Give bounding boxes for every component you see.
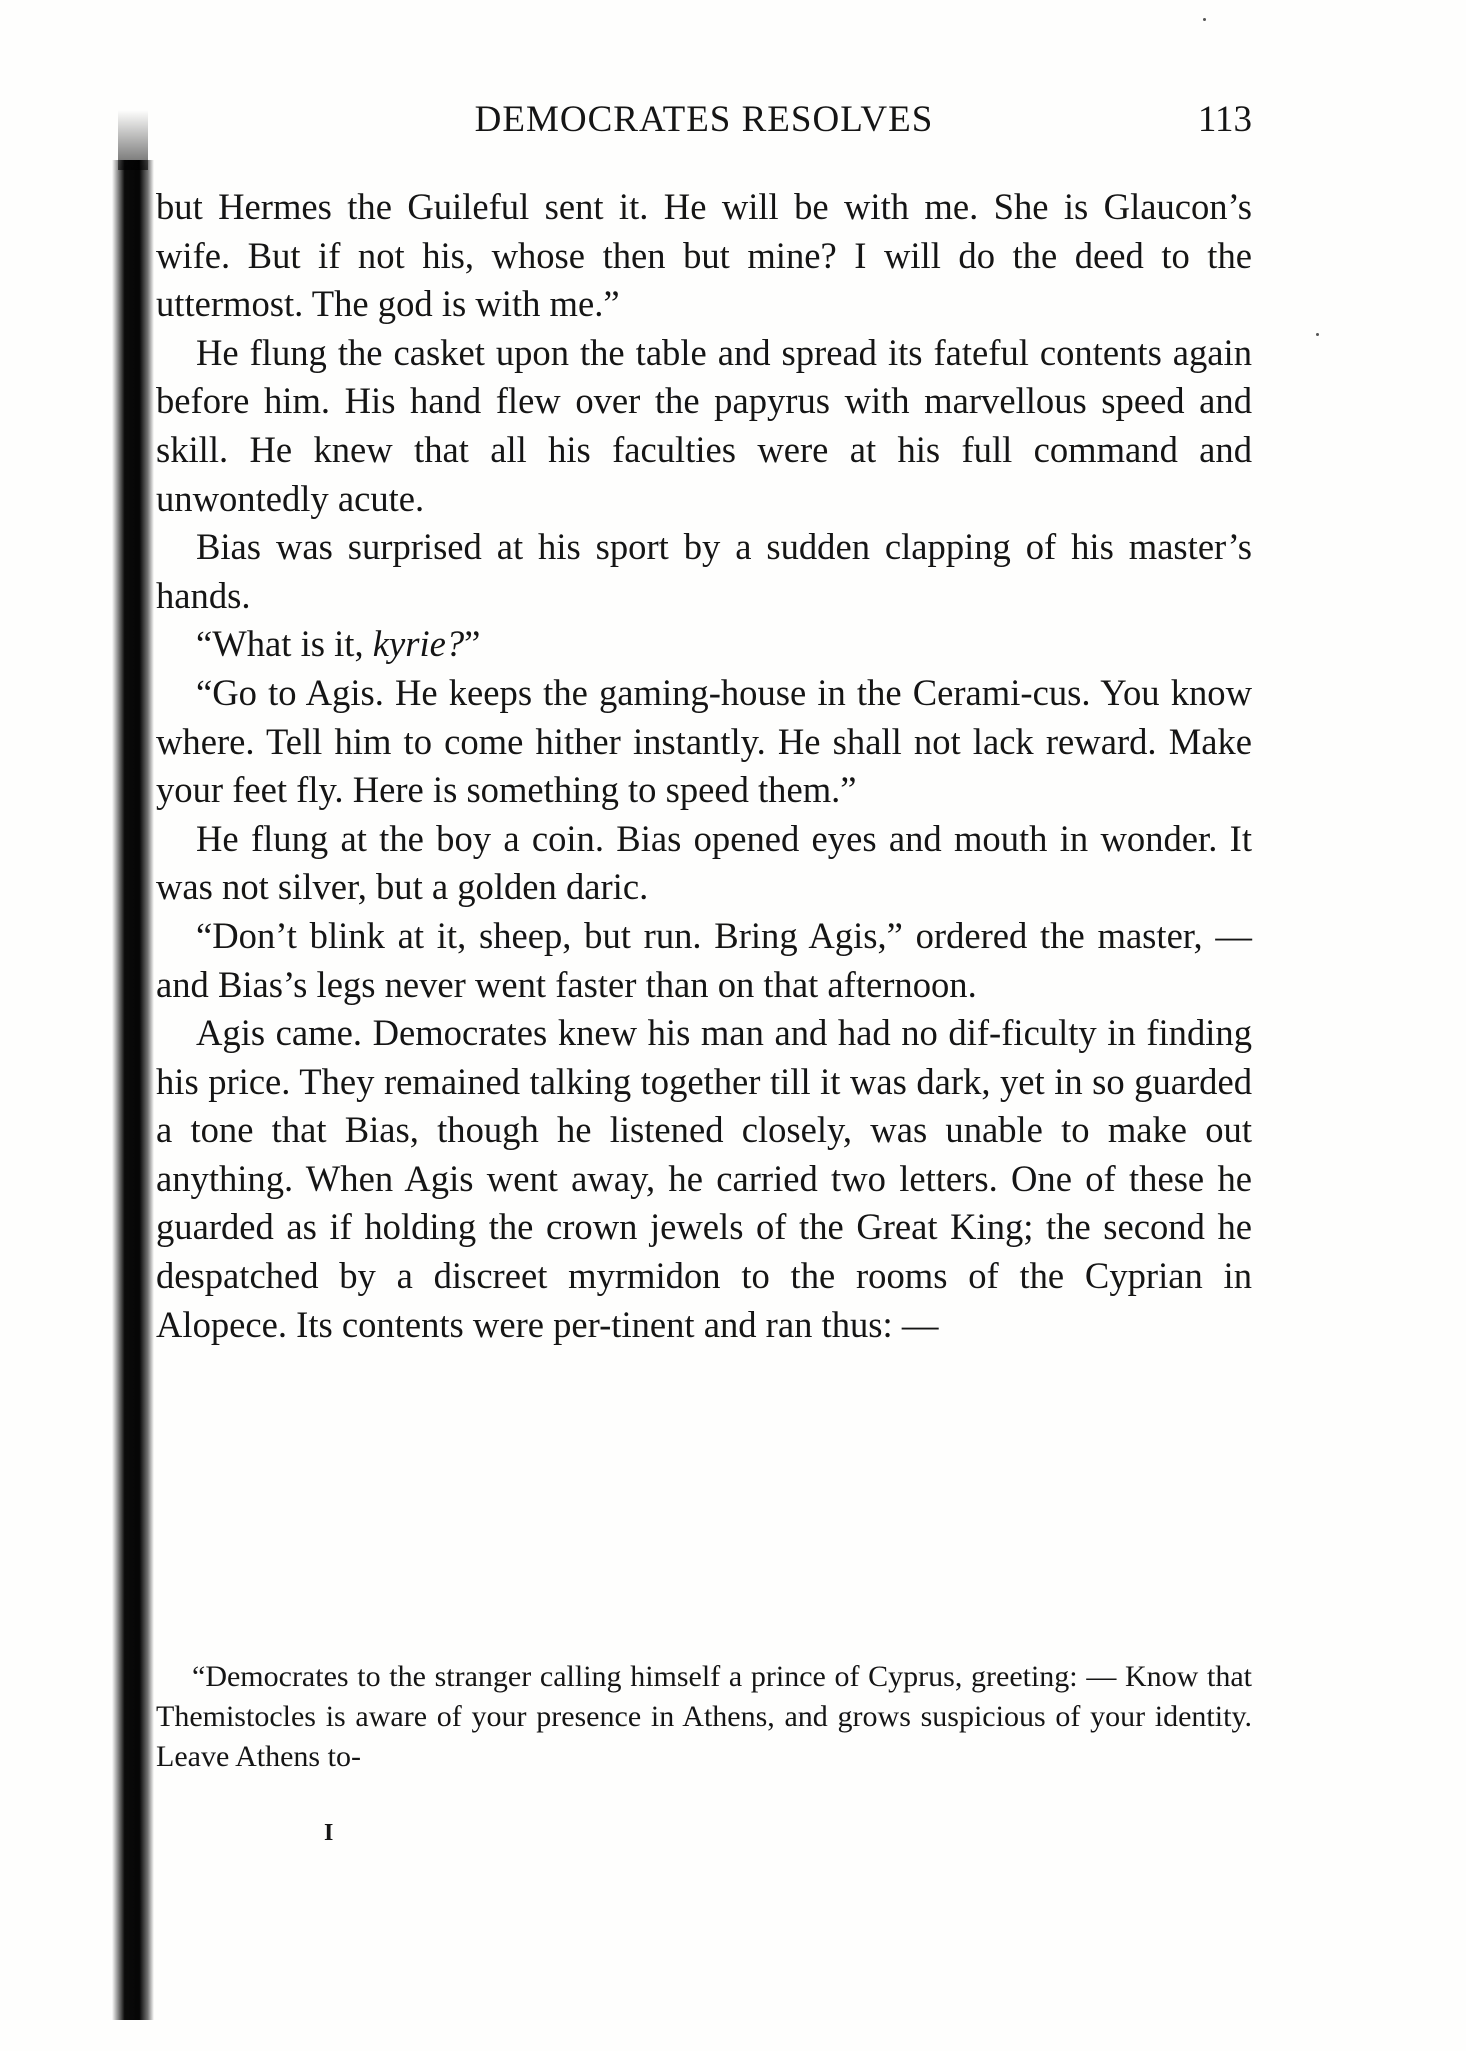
- dialogue-text: “What is it,: [196, 623, 373, 665]
- paragraph: Agis came. Democrates knew his man and had no dif-ficulty in finding his price. They remained talking together till it was dark, yet in so guarded a tone that Bias, though he listened closely, was unable to make out anything. When Agis went away, he carried two letters. One of these he guarded as if holding the crown jewels of the Great King; the second he despatched by a discreet myrmidon to the rooms of the Cyprian in Alopece. Its contents were per-tinent and ran thus: —: [156, 1012, 1252, 1345]
- page-number: 113: [1197, 99, 1252, 140]
- dialogue-emphasis: kyrie?: [372, 623, 465, 665]
- signature-mark: I: [324, 1820, 334, 1846]
- body-text: [156, 183, 1252, 1349]
- paragraph: “Go to Agis. He keeps the gaming-house in the Cerami-cus. You know where. Tell him to come hither instantly. He shall not lack reward. Make your feet fly. Here is something to speed them.”: [156, 671, 1252, 811]
- scan-gutter-shadow: [112, 160, 154, 2020]
- dialogue-close-quote: ”: [464, 623, 481, 665]
- paragraph: “Don’t blink at it, sheep, but run. Bring Agis,” ordered the master, — and Bias’s legs never went faster than on that afternoon.: [156, 914, 1252, 1005]
- quoted-letter: “Democrates to the stranger calling himself a prince of Cyprus, greeting: — Know that Themistocles is aware of your presence in Athens, and grows suspicious of your identity. Leave Athens to-: [156, 1660, 1252, 1773]
- paragraph: He flung at the boy a coin. Bias opened eyes and mouth in wonder. It was not silver, but a golden daric.: [156, 817, 1252, 908]
- scan-speck: [1316, 333, 1319, 336]
- scan-gutter-fade: [118, 110, 148, 170]
- paragraph: He flung the casket upon the table and spread its fateful contents again before him. His hand flew over the papyrus with marvellous speed and skill. He knew that all his faculties were at his full command and unwontedly acute.: [156, 331, 1252, 519]
- page-header: [156, 98, 1252, 148]
- paragraph: Bias was surprised at his sport by a sudden clapping of his master’s hands.: [156, 526, 1252, 616]
- paragraph-continuation: but Hermes the Guileful sent it. He will be with me. She is Glaucon’s wife. But if not his, whose then but mine? I will do the deed to the uttermost. The god is with me.”: [156, 186, 1252, 325]
- dialogue-line: [156, 620, 1252, 669]
- scan-speck: [1203, 18, 1206, 21]
- running-title: DEMOCRATES RESOLVES: [474, 99, 934, 140]
